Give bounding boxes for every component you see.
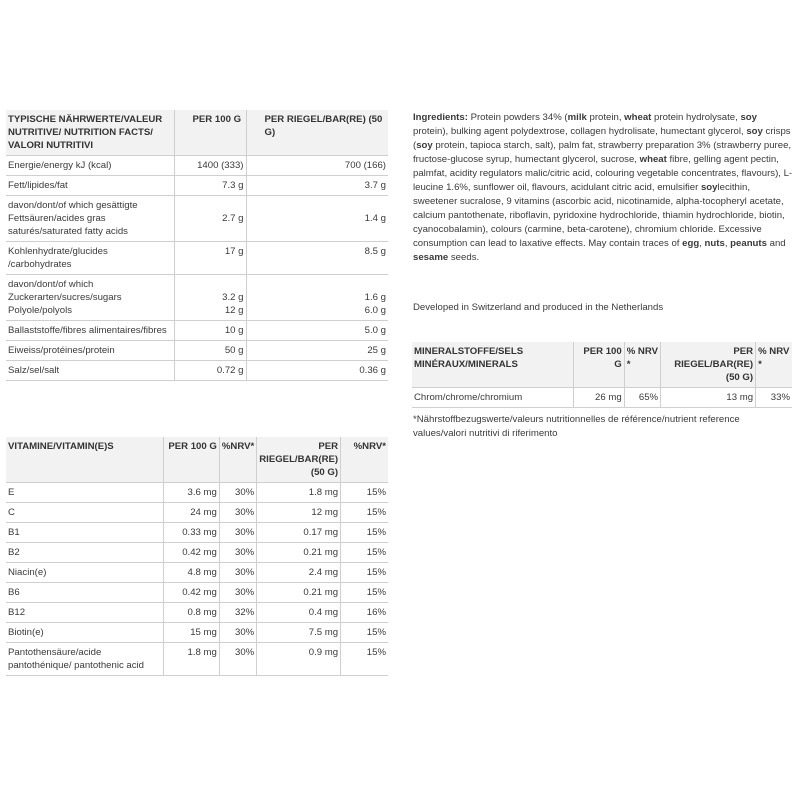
ingredient-bold-segment: sesame — [413, 252, 449, 263]
nutrition-header-perbar: PER RIEGEL/BAR(RE) (50 G) — [246, 110, 388, 156]
table-row — [6, 503, 388, 523]
vitamin-nrv-bar: 15% — [341, 623, 388, 643]
ingredient-segment: protein, — [586, 112, 625, 123]
table-row — [6, 523, 388, 543]
ingredient-segment: seeds. — [448, 252, 480, 263]
vitamin-per100: 24 mg — [163, 503, 219, 523]
vitamin-nrv: 30% — [219, 523, 256, 543]
ingredient-segment: , — [699, 238, 705, 249]
minerals-header-row — [412, 342, 792, 388]
nutrition-header-per100: PER 100 G — [174, 110, 246, 156]
table-row — [6, 304, 388, 321]
ingredient-segment: protein hydrolysate, — [651, 112, 741, 123]
ingredient-bold-segment: soy — [700, 182, 718, 193]
vitamin-perbar: 1.8 mg — [257, 483, 341, 503]
ingredient-segment: Protein powders 34% ( — [467, 112, 568, 123]
ingredient-bold-segment: egg — [682, 238, 700, 249]
table-row — [6, 242, 388, 275]
minerals-table — [412, 342, 792, 408]
vitamin-per100: 0.33 mg — [163, 523, 219, 543]
vitamins-header-row — [6, 437, 388, 483]
table-row — [6, 275, 388, 305]
table-row — [412, 388, 792, 408]
ingredient-segment: crisps ( — [413, 126, 791, 151]
mineral-name: Chrom/chrome/chromium — [412, 388, 574, 408]
row-per100: 50 g — [174, 341, 246, 361]
vitamins-header-per100: PER 100 G — [163, 437, 219, 483]
vitamin-nrv-bar: 15% — [341, 563, 388, 583]
vitamin-nrv: 32% — [219, 603, 256, 623]
vitamin-per100: 4.8 mg — [163, 563, 219, 583]
row-label: Ballaststoffe/fibres alimentaires/fibres — [6, 321, 174, 341]
vitamin-nrv: 30% — [219, 623, 256, 643]
row-label: Polyole/polyols — [6, 304, 174, 321]
ingredient-bold-segment: soy — [746, 126, 763, 137]
ingredient-segment: protein, tapioca starch, salt), palm fat, strawberry preparation 3% (strawberry puree, fructose-glucose syrup, humectant glycerol, sucrose, — [413, 140, 792, 165]
vitamins-table — [6, 437, 388, 676]
vitamin-nrv: 30% — [219, 583, 256, 603]
nutrition-header-row — [6, 110, 388, 156]
vitamin-name: E — [6, 483, 163, 503]
vitamins-header-perbar: PER RIEGEL/BAR(RE) (50 G) — [257, 437, 341, 483]
ingredient-segment: fibre, gelling agent pectin, palmfat, acidity regulators malic/citric acid, colouring vegetable concentrates, flavours), L-leucine 1.6%, sunflower oil, flavours, acidulant citric acid, emulsifier — [413, 154, 793, 193]
vitamin-nrv: 30% — [219, 483, 256, 503]
ingredient-segment: protein), bulking agent polydextrose, collagen hydrolisate, humectant glycerol, — [413, 126, 747, 137]
table-row — [6, 361, 388, 381]
mineral-perbar: 13 mg — [661, 388, 756, 408]
vitamins-header-nrv-bar: %NRV* — [341, 437, 388, 483]
ingredient-bold-segment: wheat — [624, 112, 652, 123]
row-per100: 12 g — [174, 304, 246, 321]
table-row — [6, 156, 388, 176]
nrv-footnote: *Nährstoffbezugswerte/valeurs nutritionnelles de référence/nutrient reference values/valori nutritivi di riferimento — [413, 414, 740, 439]
ingredient-bold-segment: peanuts — [730, 238, 767, 249]
table-row — [6, 341, 388, 361]
table-row — [6, 483, 388, 503]
vitamin-nrv: 30% — [219, 563, 256, 583]
mineral-nrv-bar: 33% — [756, 388, 792, 408]
ingredient-bold-segment: wheat — [639, 154, 667, 165]
ingredient-bold-segment: milk — [567, 112, 587, 123]
row-perbar: 25 g — [246, 341, 388, 361]
row-per100: 7.3 g — [174, 176, 246, 196]
vitamin-name: B1 — [6, 523, 163, 543]
table-row — [6, 176, 388, 196]
row-perbar: 700 (166) — [246, 156, 388, 176]
vitamin-per100: 0.42 mg — [163, 583, 219, 603]
ingredient-bold-segment: soy — [416, 140, 433, 151]
row-perbar: 1.4 g — [246, 196, 388, 242]
vitamin-perbar: 0.4 mg — [257, 603, 341, 623]
ingredients-text — [413, 111, 793, 265]
row-label: Kohlenhydrate/glucides /carbohydrates — [6, 242, 174, 275]
vitamin-per100: 0.8 mg — [163, 603, 219, 623]
vitamins-header-nrv: %NRV* — [219, 437, 256, 483]
vitamin-nrv-bar: 15% — [341, 643, 388, 676]
mineral-per100: 26 mg — [574, 388, 625, 408]
vitamin-perbar: 0.21 mg — [257, 583, 341, 603]
table-row — [6, 321, 388, 341]
minerals-header-nrv: % NRV * — [624, 342, 660, 388]
row-label: davon/dont/of which gesättigte Fettsäuren/acides gras saturés/saturated fatty acids — [6, 196, 174, 242]
vitamin-name: C — [6, 503, 163, 523]
row-label: Fett/lipides/fat — [6, 176, 174, 196]
minerals-header-label: MINERALSTOFFE/SELS MINÉRAUX/MINERALS — [412, 342, 574, 388]
vitamin-per100: 0.42 mg — [163, 543, 219, 563]
ingredient-segment: and — [766, 238, 786, 249]
table-row — [6, 603, 388, 623]
minerals-header-perbar: PER RIEGEL/BAR(RE) (50 G) — [661, 342, 756, 388]
ingredient-segment: lecithin, sweetener sucralose, 9 vitamins (ascorbic acid, nicotinamide, alpha-tocopheryl acetate, calcium pantothenate, riboflavin, pyridoxine hydrochloride, thiamin hydrochloride, biotin, cyanocobalamin), colours (carmine, beta-carotene), chromium chloride. Excessive consumption can lead to laxative effects. May contain traces of — [413, 182, 785, 249]
row-perbar: 6.0 g — [246, 304, 388, 321]
vitamin-per100: 1.8 mg — [163, 643, 219, 676]
vitamin-name: Biotin(e) — [6, 623, 163, 643]
row-per100: 10 g — [174, 321, 246, 341]
row-per100: 0.72 g — [174, 361, 246, 381]
row-perbar: 1.6 g — [246, 275, 388, 305]
row-per100: 3.2 g — [174, 275, 246, 305]
ingredient-bold-segment: nuts — [704, 238, 725, 249]
ingredient-segment: , — [724, 238, 731, 249]
table-row — [6, 583, 388, 603]
vitamin-nrv-bar: 15% — [341, 483, 388, 503]
vitamin-perbar: 0.9 mg — [257, 643, 341, 676]
row-per100: 1400 (333) — [174, 156, 246, 176]
vitamin-name: B12 — [6, 603, 163, 623]
vitamin-per100: 3.6 mg — [163, 483, 219, 503]
vitamin-perbar: 0.17 mg — [257, 523, 341, 543]
row-label: Eiweiss/protéines/protein — [6, 341, 174, 361]
row-perbar: 5.0 g — [246, 321, 388, 341]
row-per100: 17 g — [174, 242, 246, 275]
vitamin-name: Pantothensäure/acide pantothénique/ pantothenic acid — [6, 643, 163, 676]
ingredient-bold-segment: soy — [740, 112, 757, 123]
vitamin-nrv: 30% — [219, 503, 256, 523]
table-row — [6, 196, 388, 242]
vitamins-header-label: VITAMINE/VITAMIN(E)S — [6, 437, 163, 483]
table-row — [6, 563, 388, 583]
vitamin-nrv: 30% — [219, 543, 256, 563]
minerals-header-per100: PER 100 G — [574, 342, 625, 388]
row-perbar: 8.5 g — [246, 242, 388, 275]
vitamin-perbar: 12 mg — [257, 503, 341, 523]
vitamin-name: Niacin(e) — [6, 563, 163, 583]
row-perbar: 0.36 g — [246, 361, 388, 381]
table-row — [6, 623, 388, 643]
row-label: davon/dont/of which Zuckerarten/sucres/sugars — [8, 279, 122, 303]
table-row — [6, 643, 388, 676]
vitamin-nrv-bar: 15% — [341, 503, 388, 523]
row-label: Energie/energy kJ (kcal) — [6, 156, 174, 176]
row-per100: 2.7 g — [174, 196, 246, 242]
vitamin-perbar: 0.21 mg — [257, 543, 341, 563]
vitamin-perbar: 7.5 mg — [257, 623, 341, 643]
vitamin-nrv-bar: 15% — [341, 523, 388, 543]
ingredient-bold-segment: Ingredients: — [413, 112, 468, 123]
origin-note: Developed in Switzerland and produced in the Netherlands — [413, 302, 664, 313]
vitamin-nrv-bar: 15% — [341, 583, 388, 603]
vitamin-perbar: 2.4 mg — [257, 563, 341, 583]
nutrition-table — [6, 110, 388, 381]
nutrition-header-label: TYPISCHE NÄHRWERTE/VALEUR NUTRITIVE/ NUTRITION FACTS/ VALORI NUTRITIVI — [6, 110, 174, 156]
vitamin-name: B6 — [6, 583, 163, 603]
vitamin-nrv-bar: 16% — [341, 603, 388, 623]
table-row — [6, 543, 388, 563]
row-label: Salz/sel/salt — [6, 361, 174, 381]
vitamin-name: B2 — [6, 543, 163, 563]
vitamin-nrv-bar: 15% — [341, 543, 388, 563]
mineral-nrv: 65% — [624, 388, 660, 408]
row-perbar: 3.7 g — [246, 176, 388, 196]
minerals-header-nrv-bar: % NRV * — [756, 342, 792, 388]
vitamin-nrv: 30% — [219, 643, 256, 676]
vitamin-per100: 15 mg — [163, 623, 219, 643]
